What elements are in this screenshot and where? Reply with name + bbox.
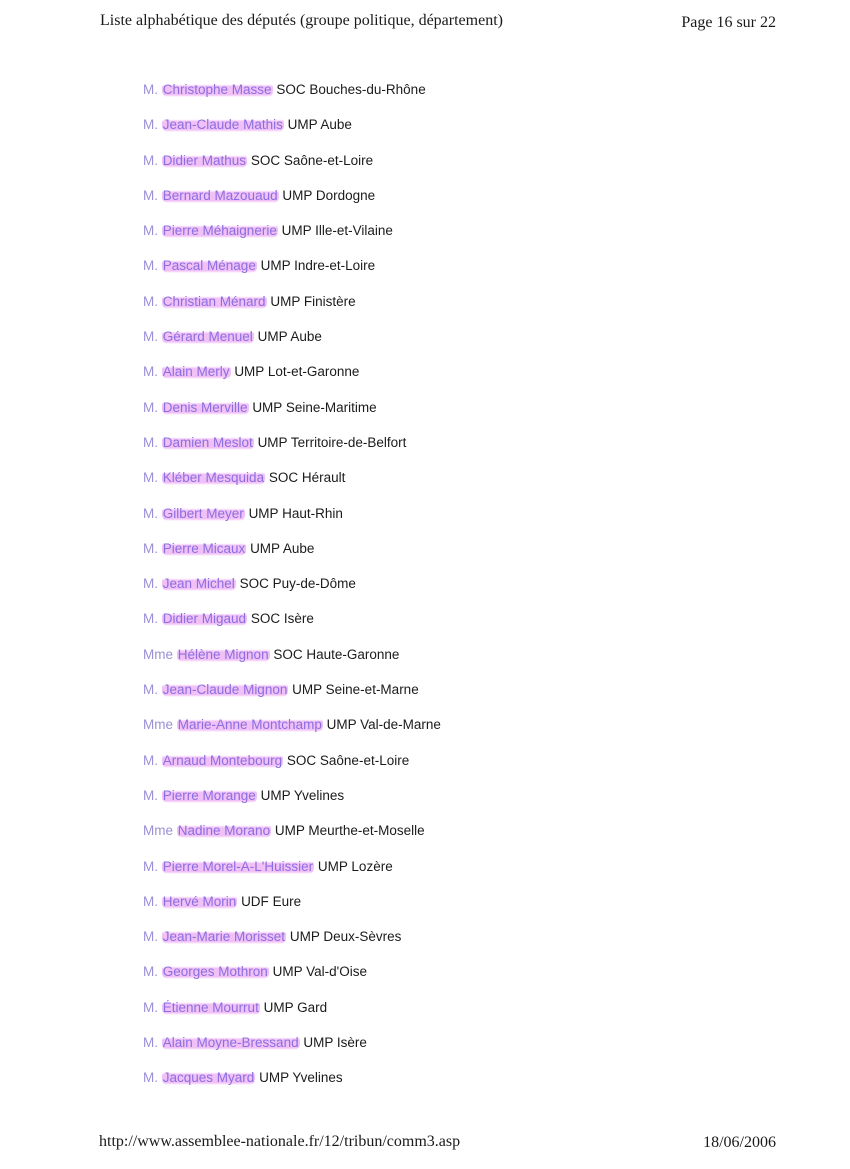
list-item <box>143 857 441 892</box>
political-group: UMP <box>326 717 357 733</box>
political-group: SOC <box>276 82 306 97</box>
civility: M. <box>143 434 158 450</box>
list-item <box>143 609 441 644</box>
list-item <box>143 680 441 715</box>
political-group: UMP <box>257 329 288 345</box>
list-item <box>143 645 441 680</box>
political-group: UDF <box>241 893 269 909</box>
civility: M. <box>143 858 158 874</box>
civility: M. <box>143 82 158 97</box>
deputy-name-link[interactable]: Hélène Mignon <box>177 646 269 662</box>
civility: M. <box>143 752 158 768</box>
civility: M. <box>143 329 158 345</box>
political-group: SOC <box>250 152 281 168</box>
political-group: SOC <box>273 646 303 662</box>
list-item <box>143 151 441 186</box>
list-item <box>143 327 441 362</box>
deputy-name-link[interactable]: Bernard Mazouaud <box>162 187 278 203</box>
deputy-name-link[interactable]: Marie-Anne Montchamp <box>177 717 322 733</box>
department: Seine-et-Marne <box>325 682 419 698</box>
department: Saône-et-Loire <box>319 752 410 768</box>
civility: M. <box>143 258 158 274</box>
political-group: UMP <box>248 505 279 521</box>
department: Saône-et-Loire <box>283 152 374 168</box>
political-group: SOC <box>250 611 281 627</box>
civility: M. <box>143 787 158 803</box>
civility: M. <box>143 223 158 239</box>
deputy-name-link[interactable]: Didier Migaud <box>162 611 247 627</box>
civility: M. <box>143 964 158 980</box>
list-item <box>143 892 441 927</box>
department: Deux-Sèvres <box>323 929 402 945</box>
political-group: SOC <box>239 576 269 592</box>
civility: M. <box>143 576 158 592</box>
civility: M. <box>143 187 158 203</box>
page-number: Page 16 sur 22 <box>681 14 776 31</box>
political-group: UMP <box>250 540 280 556</box>
civility: M. <box>143 1070 158 1086</box>
department: Territoire-de-Belfort <box>290 434 407 450</box>
department: Aube <box>320 117 352 133</box>
deputy-name-link[interactable]: Hervé Morin <box>162 893 237 909</box>
deputy-name-link[interactable]: Étienne Mourrut <box>162 999 259 1015</box>
list-item <box>143 539 441 574</box>
political-group: UMP <box>272 964 303 980</box>
civility: M. <box>143 540 158 556</box>
political-group: UMP <box>317 858 348 874</box>
list-item <box>143 362 441 397</box>
deputy-name-link[interactable]: Kléber Mesquida <box>162 470 265 486</box>
list-item <box>143 221 441 256</box>
political-group: UMP <box>260 787 291 803</box>
list-item <box>143 504 441 539</box>
deputy-name-link[interactable]: Didier Mathus <box>162 152 247 168</box>
department: Lozère <box>351 858 393 874</box>
list-item <box>143 927 441 962</box>
civility: M. <box>143 117 158 133</box>
political-group: UMP <box>270 293 301 309</box>
deputy-name-link[interactable]: Jean Michel <box>162 576 235 592</box>
deputy-name-link[interactable]: Jacques Myard <box>162 1070 255 1086</box>
department: Finistère <box>303 293 356 309</box>
list-item <box>143 186 441 221</box>
civility: M. <box>143 682 158 698</box>
civility: M. <box>143 364 158 380</box>
department: Ille-et-Vilaine <box>315 223 393 239</box>
political-group: UMP <box>263 999 294 1015</box>
civility: M. <box>143 152 158 168</box>
political-group: UMP <box>287 117 318 133</box>
political-group: UMP <box>234 364 265 380</box>
footer-url: http://www.assemblee-nationale.fr/12/tribun/comm3.asp <box>99 1133 461 1150</box>
list-item <box>143 398 441 433</box>
deputy-name-link[interactable]: Pierre Méhaignerie <box>162 223 277 239</box>
department: Val-de-Marne <box>360 717 441 733</box>
list-item <box>143 962 441 997</box>
list-item <box>143 998 441 1033</box>
deputy-name-link[interactable]: Georges Mothron <box>162 964 268 980</box>
political-group: UMP <box>260 258 291 274</box>
deputy-name-link[interactable]: Damien Meslot <box>162 434 253 450</box>
department: Yvelines <box>292 1070 343 1086</box>
department: Gard <box>297 999 328 1015</box>
civility: Mme <box>143 646 173 662</box>
political-group: SOC <box>268 470 299 486</box>
list-item <box>143 715 441 750</box>
department: Aube <box>282 540 315 556</box>
list-item <box>143 821 441 856</box>
political-group: UMP <box>281 223 312 239</box>
department: Eure <box>272 893 302 909</box>
deputy-name-link[interactable]: Pierre Morel-A-L'Huissier <box>162 858 314 874</box>
deputy-name-link[interactable]: Alain Moyne-Bressand <box>162 1035 299 1051</box>
list-item <box>143 256 441 291</box>
political-group: UMP <box>257 434 288 450</box>
political-group: UMP <box>252 399 283 415</box>
list-item <box>143 1068 441 1103</box>
deputy-name-link[interactable]: Arnaud Montebourg <box>162 752 283 768</box>
deputy-name-link[interactable]: Gilbert Meyer <box>162 505 244 521</box>
civility: M. <box>143 399 158 415</box>
list-item <box>143 433 441 468</box>
list-item <box>143 574 441 609</box>
civility: M. <box>143 470 158 486</box>
list-item <box>143 786 441 821</box>
civility: M. <box>143 1035 158 1051</box>
deputy-name-link[interactable]: Gérard Menuel <box>162 329 253 345</box>
department: Indre-et-Loire <box>294 258 376 274</box>
political-group: SOC <box>286 752 317 768</box>
department: Seine-Maritime <box>285 399 377 415</box>
deputy-name-link[interactable]: Denis Merville <box>162 399 248 415</box>
footer-date: 18/06/2006 <box>703 1134 776 1151</box>
department: Puy-de-Dôme <box>272 576 356 592</box>
civility: M. <box>143 505 158 521</box>
political-group: UMP <box>303 1035 334 1051</box>
political-group: UMP <box>289 929 320 945</box>
department: Meurthe-et-Moselle <box>308 823 425 839</box>
department: Haut-Rhin <box>282 505 343 521</box>
department: Aube <box>290 329 322 345</box>
list-item <box>143 751 441 786</box>
deputy-name-link[interactable]: Jean-Claude Mathis <box>162 117 283 133</box>
civility: Mme <box>143 717 173 733</box>
department: Isère <box>336 1035 367 1051</box>
list-item <box>143 468 441 503</box>
civility: M. <box>143 293 158 309</box>
deputy-name-link[interactable]: Christian Ménard <box>162 293 266 309</box>
political-group: UMP <box>274 823 305 839</box>
political-group: UMP <box>282 187 313 203</box>
department: Hérault <box>301 470 346 486</box>
civility: M. <box>143 611 158 627</box>
civility: M. <box>143 929 158 945</box>
department: Val-d'Oise <box>306 964 367 980</box>
list-item <box>143 1033 441 1068</box>
civility: M. <box>143 893 158 909</box>
deputies-list <box>143 80 441 1104</box>
civility: Mme <box>143 823 173 839</box>
political-group: UMP <box>292 682 322 698</box>
list-item <box>143 115 441 150</box>
deputy-name-link[interactable]: Pascal Ménage <box>162 258 256 274</box>
department: Yvelines <box>293 787 345 803</box>
page-title: Liste alphabétique des députés (groupe politique, département) <box>100 12 503 29</box>
civility: M. <box>143 999 158 1015</box>
list-item <box>143 292 441 327</box>
deputy-name-link[interactable]: Nadine Morano <box>177 823 271 839</box>
political-group: UMP <box>259 1070 289 1086</box>
deputy-name-link[interactable]: Jean-Marie Morisset <box>162 929 286 945</box>
department: Lot-et-Garonne <box>267 364 360 380</box>
department: Bouches-du-Rhône <box>309 82 426 97</box>
deputy-name-link[interactable]: Christophe Masse <box>162 82 272 97</box>
department: Isère <box>283 611 314 627</box>
deputy-name-link[interactable]: Pierre Morange <box>162 787 256 803</box>
list-item <box>143 80 441 115</box>
deputy-name-link[interactable]: Pierre Micaux <box>162 540 246 556</box>
deputy-name-link[interactable]: Jean-Claude Mignon <box>162 682 288 698</box>
deputy-name-link[interactable]: Alain Merly <box>162 364 230 380</box>
department: Dordogne <box>315 187 376 203</box>
department: Haute-Garonne <box>306 646 400 662</box>
